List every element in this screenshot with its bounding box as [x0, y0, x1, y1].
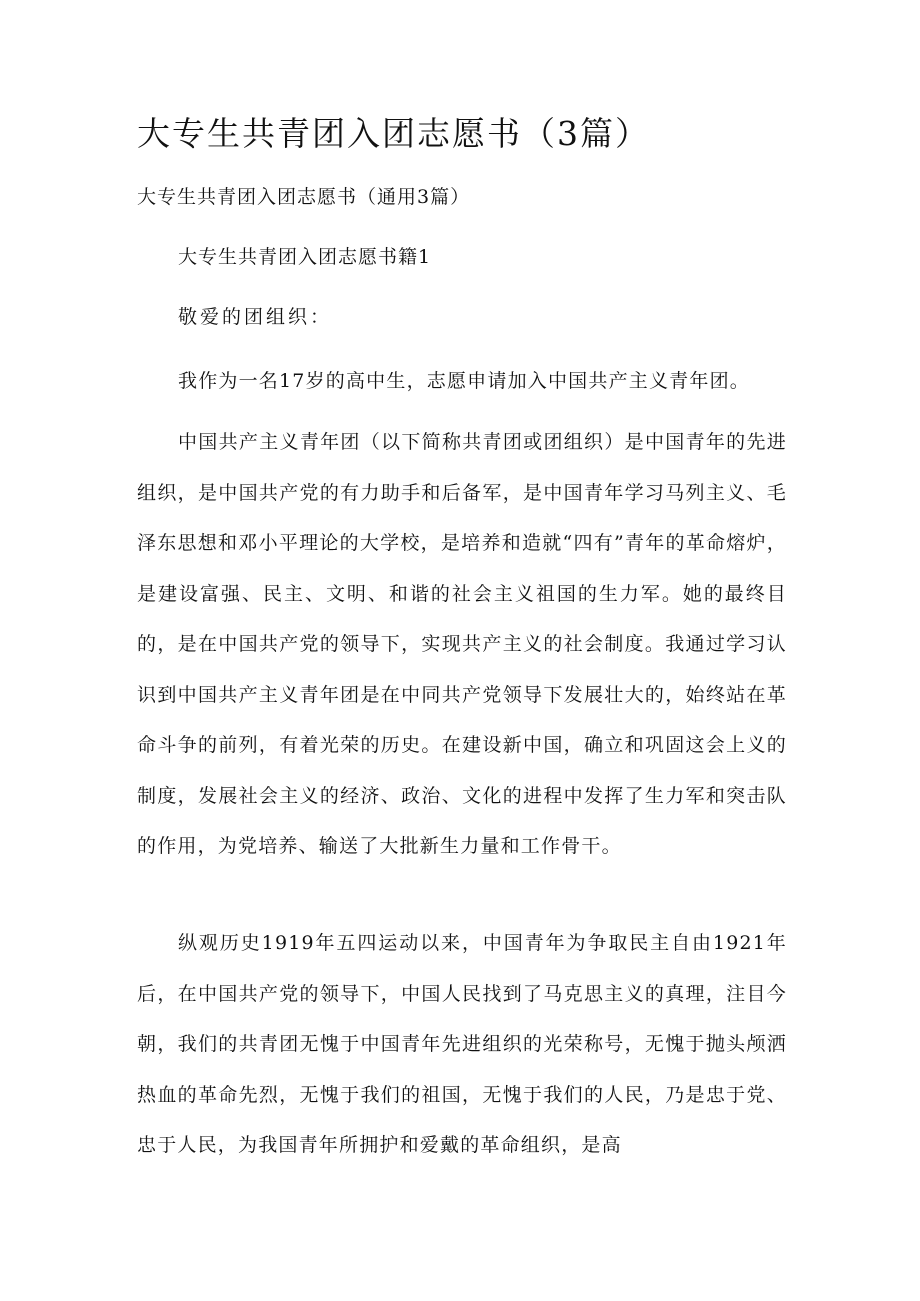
salutation: 敬爱的团组织： [178, 306, 333, 328]
body-paragraph-2: 中国共产主义青年团（以下简称共青团或团组织）是中国青年的先进组织，是中国共产党的有力助手和后备军，是中国青年学习马列主义、毛泽东思想和邓小平理论的大学校，是培养和造就“四有”青年的革命熔炉，是建设富强、民主、文明、和谐的社会主义祖国的生力军。她的最终目的，是在中国共产党的领导下，实现共产主义的社会制度。我通过学习认识到中国共产主义青年团是在中同共产党领导下发展壮大的，始终站在革命斗争的前列，有着光荣的历史。在建设新中国，确立和巩固这会上义的制度，发展社会主义的经济、政治、文化的进程中发挥了生力军和突击队的作用，为党培养、输送了大批新生力量和工作骨干。 [137, 431, 787, 857]
document-subtitle: 大专生共青团入团志愿书（通用3篇） [137, 186, 471, 208]
document-title: 大专生共青团入团志愿书（3篇） [137, 114, 650, 153]
section-heading: 大专生共青团入团志愿书籍1 [178, 246, 432, 268]
body-paragraph-3: 纵观历史1919年五四运动以来，中国青年为争取民主自由1921年后，在中国共产党的领导下，中国人民找到了马克思主义的真理，注目今朝，我们的共青团无愧于中国青年先进组织的光荣称号，无愧于抛头颅洒热血的革命先烈，无愧于我们的祖国，无愧于我们的人民，乃是忠于党、忠于人民，为我国青年所拥护和爱戴的革命组织，是高 [137, 932, 787, 1156]
body-paragraph-1: 我作为一名17岁的高中生，志愿申请加入中国共产主义青年团。 [178, 370, 750, 392]
